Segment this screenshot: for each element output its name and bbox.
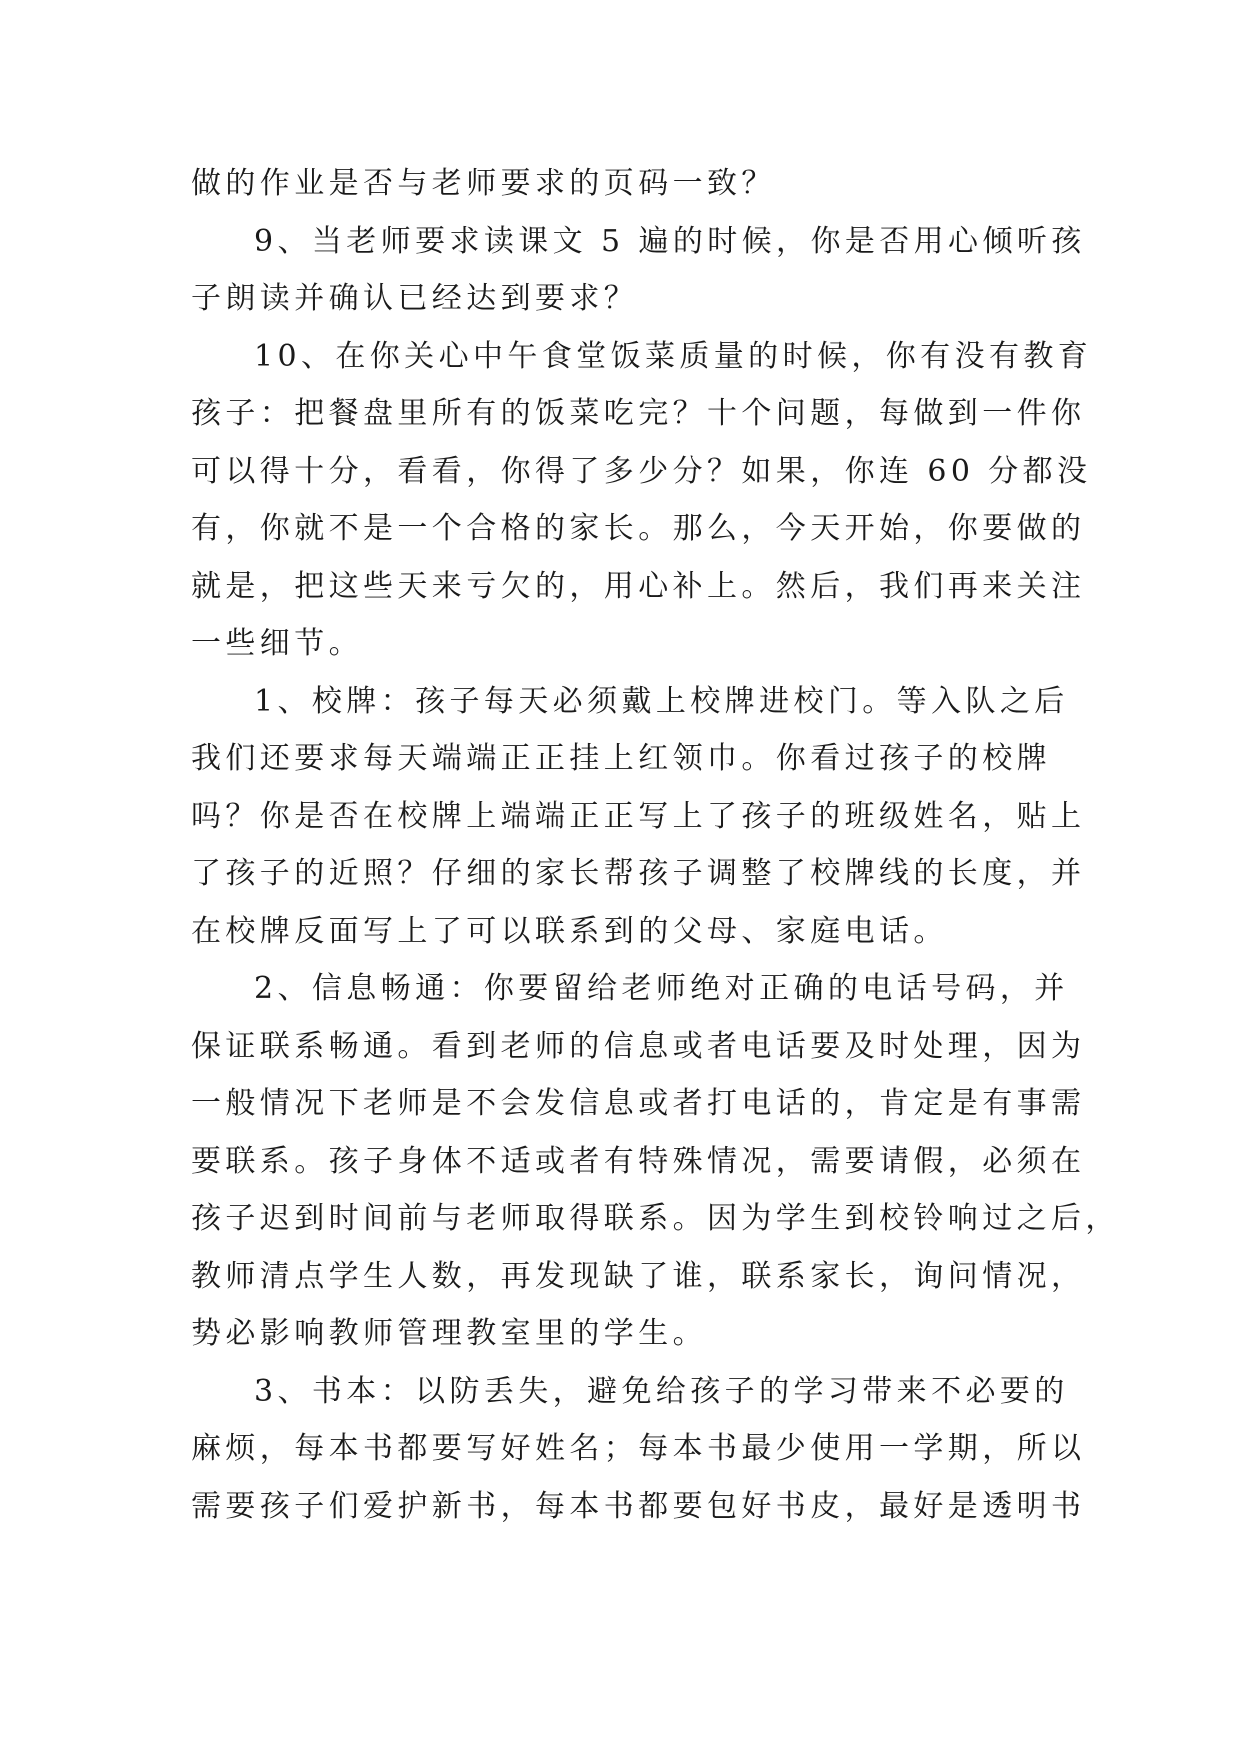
- text-line: 孩子迟到时间前与老师取得联系。因为学生到校铃响过之后，: [191, 1201, 1120, 1236]
- text-line: 我们还要求每天端端正正挂上红领巾。你看过孩子的校牌: [191, 741, 1051, 776]
- text-line: 3、书本：以防丢失，避免给孩子的学习带来不必要的: [254, 1373, 1069, 1409]
- text-line: 子朗读并确认已经达到要求？: [191, 281, 639, 316]
- text-line: 势必影响教师管理教室里的学生。: [191, 1316, 707, 1351]
- text-line: 要联系。孩子身体不适或者有特殊情况，需要请假，必须在: [191, 1143, 1086, 1179]
- text-line: 2、信息畅通：你要留给老师绝对正确的电话号码，并: [254, 971, 1069, 1006]
- text-line: 了孩子的近照？仔细的家长帮孩子调整了校牌线的长度，并: [191, 856, 1086, 891]
- text-line: 就是，把这些天来亏欠的，用心补上。然后，我们再来关注: [191, 568, 1086, 604]
- text-line: 一些细节。: [191, 626, 363, 661]
- text-line: 1、校牌：孩子每天必须戴上校牌进校门。等入队之后: [254, 683, 1069, 719]
- text-line: 孩子：把餐盘里所有的饭菜吃完？十个问题，每做到一件你: [191, 396, 1086, 431]
- text-line: 需要孩子们爱护新书，每本书都要包好书皮，最好是透明书: [191, 1488, 1086, 1524]
- text-line: 做的作业是否与老师要求的页码一致？: [191, 166, 776, 201]
- text-line: 9、当老师要求读课文 5 遍的时候，你是否用心倾听孩: [254, 223, 1086, 259]
- text-line: 10、在你关心中午食堂饭菜质量的时候，你有没有教育: [254, 338, 1093, 374]
- text-line: 教师清点学生人数，再发现缺了谁，联系家长，询问情况，: [191, 1258, 1086, 1294]
- text-line: 一般情况下老师是不会发信息或者打电话的，肯定是有事需: [191, 1086, 1086, 1121]
- document-body: [191, 155, 1120, 1535]
- text-line: 麻烦，每本书都要写好姓名；每本书最少使用一学期，所以: [191, 1431, 1086, 1466]
- text-line: 吗？你是否在校牌上端端正正写上了孩子的班级姓名，贴上: [191, 798, 1086, 834]
- text-line: 有，你就不是一个合格的家长。那么，今天开始，你要做的: [191, 511, 1086, 546]
- text-line: 可以得十分，看看，你得了多少分？如果，你连 60 分都没: [191, 453, 1092, 489]
- text-line: 在校牌反面写上了可以联系到的父母、家庭电话。: [191, 913, 948, 949]
- text-line: 保证联系畅通。看到老师的信息或者电话要及时处理，因为: [191, 1028, 1086, 1064]
